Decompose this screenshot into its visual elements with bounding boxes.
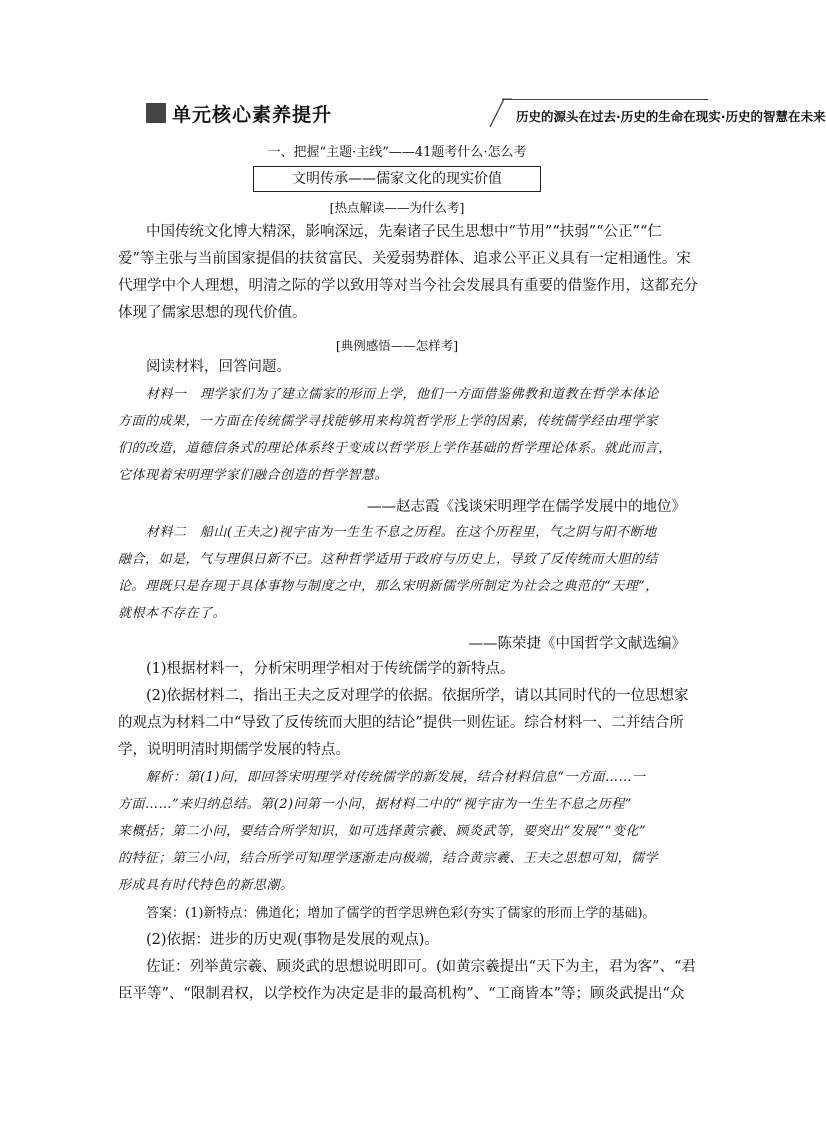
material-line: 材料一 理学家们为了建立儒家的形而上学，他们一方面借鉴佛教和道教在哲学本体论 — [146, 387, 660, 402]
material-one-source: ——赵志霞《浅谈宋明理学在儒学发展中的地位》 — [367, 499, 686, 515]
material-line: 就根本不存在了。 — [118, 606, 227, 621]
material-line: 方面的成果，一方面在传统儒学寻找能够用来构筑哲学形上学的因素，传统儒学经由理学家 — [118, 414, 659, 429]
banner-square-icon — [146, 103, 166, 123]
reading-prompt — [118, 354, 683, 381]
answer-paragraph — [118, 900, 696, 1008]
example-heading: [典例感悟——怎样考] — [335, 338, 459, 353]
material-line: 融合，如是，气与理俱日新不已。这种哲学适用于政府与历史上，导致了反传统而大胆的结 — [118, 552, 659, 567]
analysis-line: 来概括；第二小问，要结合所学知识，如可选择黄宗羲、顾炎武等，要突出“发展”“变化” — [118, 824, 647, 839]
material-line: 材料二 船山(王夫之)视宇宙为一生生不息之历程。在这个历程里，气之阴与阳不断地 — [146, 525, 657, 540]
boxed-topic-title: 文明传承——儒家文化的现实价值 — [253, 166, 541, 192]
analysis-line: 的特征；第三小问，结合所学可知理学逐渐走向极端，结合黄宗羲、王夫之思想可知，儒学 — [118, 851, 659, 866]
material-line: 它体现着宋明理学家们融合创造的哲学智慧。 — [118, 468, 389, 483]
answer-line: 佐证：列举黄宗羲、顾炎武的思想说明即可。(如黄宗羲提出“天下为主，君为客”、“君 — [146, 959, 696, 975]
prompt-line: 阅读材料，回答问题。 — [146, 359, 291, 375]
material-two — [118, 519, 683, 627]
question-one: (1)根据材料一，分析宋明理学相对于传统儒学的新特点。 — [146, 661, 515, 677]
material-one — [118, 381, 683, 489]
material-two-source: ——陈荣捷《中国哲学文献选编》 — [468, 636, 686, 652]
banner-slash-divider — [482, 98, 512, 128]
analysis-line: 形成具有时代特色的新思潮。 — [118, 878, 294, 893]
analysis-line: 解析：第(1)问，即回答宋明理学对传统儒学的新发展，结合材料信息“一方面……一 — [146, 770, 646, 785]
question-two-line: 的观点为材料二中“导致了反传统而大胆的结论”提供一则佐证。综合材料一、二并结合所 — [118, 715, 684, 731]
analysis-paragraph — [118, 764, 683, 899]
intro-line: 代理学中个人理想，明清之际的学以致用等对当今社会发展具有重要的借鉴作用，这都充分 — [118, 278, 698, 294]
question-two-line: 学，说明明清时期儒学发展的特点。 — [118, 742, 350, 758]
material-line: 论。理既只是存现于具体事物与制度之中，那么宋明新儒学所制定为社会之典范的“天理”， — [118, 579, 659, 594]
intro-line: 体现了儒家思想的现代价值。 — [118, 305, 307, 321]
answer-line: (2)依据：进步的历史观(事物是发展的观点)。 — [146, 932, 439, 948]
question-two-line: (2)依据材料二，指出王夫之反对理学的依据。依据所学，请以其同时代的一位思想家 — [146, 688, 689, 704]
hot-reading-heading: [热点解读——为什么考] — [329, 200, 465, 215]
unit-banner — [146, 98, 826, 128]
answer-line: 答案：(1)新特点：佛道化；增加了儒学的哲学思辨色彩(夯实了儒家的形而上学的基础)。 — [146, 906, 656, 921]
banner-rule — [502, 99, 708, 100]
banner-subtitle: 历史的源头在过去·历史的生命在现实·历史的智慧在未来 — [516, 109, 826, 124]
intro-line: 中国传统文化博大精深，影响深远，先秦诸子民生思想中“节用”“扶弱”“公正”“仁 — [146, 224, 662, 240]
section-heading: 一、把握“主题·主线”——41题考什么·怎么考 — [267, 145, 527, 160]
analysis-line: 方面……”来归纳总结。第(2)问第一小问，据材料二中的“视宇宙为一生生不息之历程” — [118, 797, 632, 812]
questions — [118, 656, 689, 764]
answer-line: 臣平等”、“限制君权，以学校作为决定是非的最高机构”、“工商皆本”等；顾炎武提出“众 — [118, 986, 685, 1002]
intro-line: 爱”等主张与当前国家提倡的扶贫富民、关爱弱势群体、追求公平正义具有一定相通性。宋 — [118, 251, 691, 267]
banner-title: 单元核心素养提升 — [172, 104, 333, 126]
intro-paragraph — [118, 219, 698, 327]
material-line: 们的改造，道德信条式的理论体系终于变成以哲学形上学作基础的哲学理论体系。就此而言， — [118, 441, 672, 456]
